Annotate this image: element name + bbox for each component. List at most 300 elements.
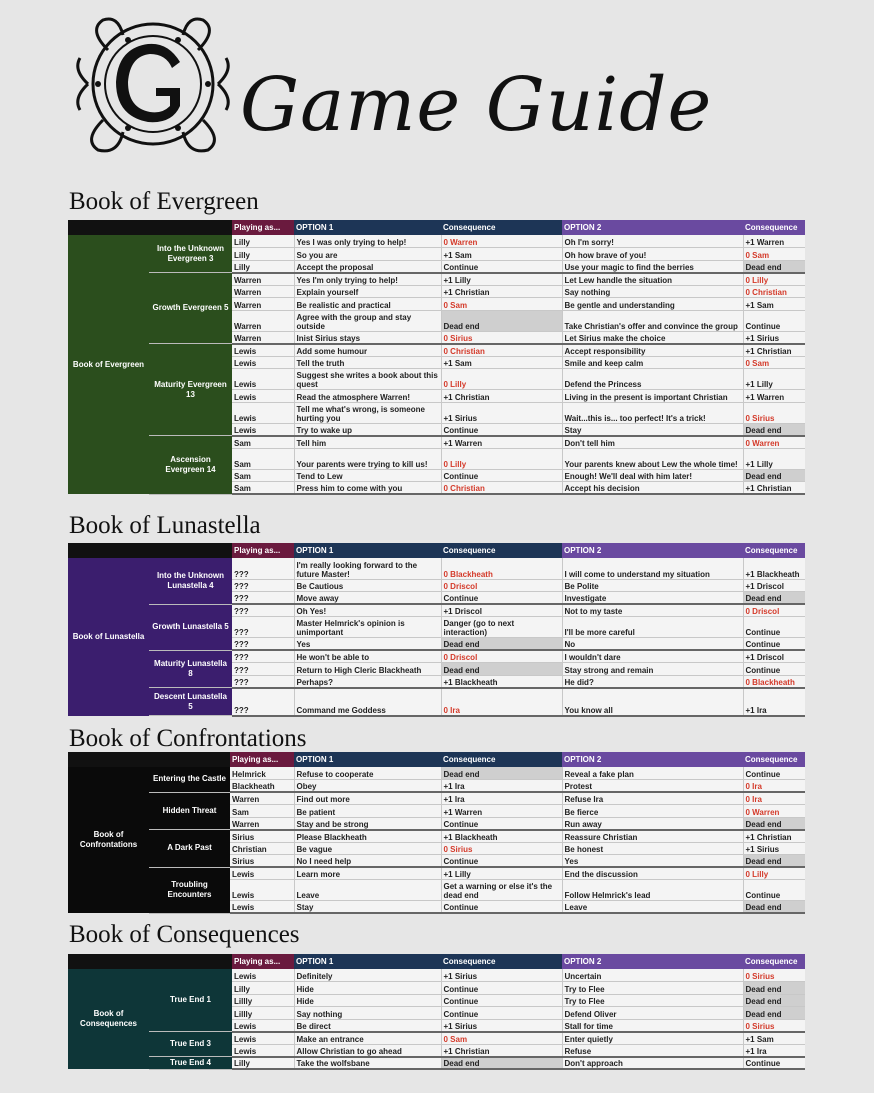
option-2-cell: Enough! We'll deal with him later! (562, 469, 743, 482)
option-1-cell: Obey (294, 780, 441, 793)
chapter-label: Ascension Evergreen 14 (149, 436, 232, 495)
consequence-1-cell: 0 Warren (441, 235, 562, 248)
option-2-cell: I'll be more careful (562, 617, 743, 638)
playing-as-cell: Lilly (232, 235, 294, 248)
consequence-1-cell: +1 Lilly (441, 867, 562, 880)
option-2-cell: Wait...this is... too perfect! It's a trick! (562, 402, 743, 423)
consequence-2-cell: Dead end (743, 817, 805, 830)
consequence-2-cell: +1 Ira (743, 688, 805, 716)
option-2-cell: I will come to understand my situation (562, 558, 743, 579)
playing-as-cell: Warren (232, 298, 294, 311)
header-option-1: OPTION 1 (294, 220, 441, 235)
playing-as-cell: Lewis (232, 369, 294, 390)
consequence-2-cell: Continue (743, 1057, 805, 1070)
option-2-cell: Protest (562, 780, 743, 793)
playing-as-cell: Lewis (232, 390, 294, 403)
consequence-2-cell: +1 Warren (743, 235, 805, 248)
heading-book-of-evergreen: Book of Evergreen (69, 188, 259, 215)
option-2-cell: He did? (562, 675, 743, 688)
chapter-label: Descent Lunastella 5 (149, 688, 232, 716)
option-2-cell: I wouldn't dare (562, 650, 743, 663)
consequence-2-cell: 0 Ira (743, 780, 805, 793)
book-label: Book of Evergreen (68, 235, 149, 494)
option-2-cell: Use your magic to find the berries (562, 260, 743, 273)
playing-as-cell: ??? (232, 638, 294, 651)
header-consequence-2: Consequence (743, 954, 805, 969)
option-2-cell: Be fierce (562, 805, 743, 818)
playing-as-cell: Lilly (232, 1057, 294, 1070)
playing-as-cell: Sirius (230, 830, 294, 843)
consequence-2-cell: Dead end (743, 1007, 805, 1020)
header-blank (68, 954, 232, 969)
option-2-cell: Your parents knew about Lew the whole time! (562, 448, 743, 469)
playing-as-cell: ??? (232, 650, 294, 663)
consequence-1-cell: 0 Lilly (441, 448, 562, 469)
table-row (68, 235, 805, 248)
option-1-cell: Move away (294, 592, 441, 605)
consequence-2-cell: Dead end (743, 260, 805, 273)
playing-as-cell: Helmrick (230, 767, 294, 780)
option-2-cell: Run away (562, 817, 743, 830)
option-1-cell: Please Blackheath (294, 830, 441, 843)
header-option-2: OPTION 2 (562, 220, 743, 235)
consequence-2-cell: 0 Blackheath (743, 675, 805, 688)
chapter-label: Maturity Lunastella 8 (149, 650, 232, 688)
table-row (68, 436, 805, 449)
header-consequence-1: Consequence (441, 543, 562, 558)
header-playing-as: Playing as... (230, 752, 294, 767)
header-playing-as: Playing as... (232, 220, 294, 235)
option-1-cell: Learn more (294, 867, 441, 880)
option-1-cell: Find out more (294, 792, 441, 805)
playing-as-cell: Lillly (232, 1007, 294, 1020)
consequence-1-cell: Continue (441, 901, 562, 914)
option-1-cell: Perhaps? (294, 675, 441, 688)
playing-as-cell: Lilly (232, 260, 294, 273)
option-2-cell: End the discussion (562, 867, 743, 880)
consequence-1-cell: +1 Christian (441, 1044, 562, 1057)
consequence-1-cell: +1 Driscol (441, 604, 562, 617)
consequence-1-cell: +1 Lilly (441, 273, 562, 286)
option-1-cell: I'm really looking forward to the future Master! (294, 558, 441, 579)
consequence-1-cell: +1 Warren (441, 805, 562, 818)
playing-as-cell: ??? (232, 558, 294, 579)
consequence-2-cell: Continue (743, 638, 805, 651)
playing-as-cell: Warren (232, 285, 294, 298)
option-2-cell: Be gentle and understanding (562, 298, 743, 311)
option-1-cell: Agree with the group and stay outside (294, 310, 441, 331)
consequence-2-cell: 0 Lilly (743, 273, 805, 286)
option-2-cell: Reassure Christian (562, 830, 743, 843)
table-header-row (68, 543, 805, 558)
option-1-cell: Be realistic and practical (294, 298, 441, 311)
option-1-cell: No I need help (294, 855, 441, 868)
option-1-cell: Accept the proposal (294, 260, 441, 273)
option-2-cell: Don't tell him (562, 436, 743, 449)
option-2-cell: No (562, 638, 743, 651)
consequence-1-cell: Get a warning or else it's the dead end (441, 880, 562, 901)
playing-as-cell: Sam (230, 805, 294, 818)
header-blank (68, 752, 230, 767)
option-2-cell: Don't approach (562, 1057, 743, 1070)
consequence-2-cell: +1 Christian (743, 830, 805, 843)
chapter-label: Growth Lunastella 5 (149, 604, 232, 650)
option-2-cell: Oh I'm sorry! (562, 235, 743, 248)
option-1-cell: Suggest she writes a book about this quest (294, 369, 441, 390)
playing-as-cell: Lewis (232, 356, 294, 369)
chapter-label: True End 3 (149, 1032, 232, 1057)
playing-as-cell: Lewis (230, 880, 294, 901)
consequence-2-cell: +1 Sirius (743, 331, 805, 344)
consequence-1-cell: +1 Sirius (441, 1019, 562, 1032)
option-2-cell: Try to Flee (562, 994, 743, 1007)
page-title: Game Guide (240, 62, 713, 148)
option-2-cell: Reveal a fake plan (562, 767, 743, 780)
consequence-1-cell: +1 Christian (441, 390, 562, 403)
chapter-label: A Dark Past (149, 830, 230, 868)
playing-as-cell: Lewis (232, 1032, 294, 1045)
playing-as-cell: ??? (232, 663, 294, 676)
header-consequence-2: Consequence (743, 543, 805, 558)
playing-as-cell: Warren (232, 310, 294, 331)
option-2-cell: You know all (562, 688, 743, 716)
consequence-2-cell: 0 Sirius (743, 1019, 805, 1032)
playing-as-cell: Lewis (232, 1044, 294, 1057)
option-2-cell: Let Sirius make the choice (562, 331, 743, 344)
book-label: Book of Confrontations (68, 767, 149, 913)
option-1-cell: Allow Christian to go ahead (294, 1044, 441, 1057)
chapter-label: Into the Unknown Lunastella 4 (149, 558, 232, 604)
option-2-cell: Living in the present is important Christian (562, 390, 743, 403)
option-1-cell: Oh Yes! (294, 604, 441, 617)
consequence-1-cell: +1 Sirius (441, 969, 562, 982)
consequence-2-cell: +1 Sam (743, 1032, 805, 1045)
playing-as-cell: ??? (232, 579, 294, 592)
chapter-label: Entering the Castle (149, 767, 230, 792)
chapter-label: Troubling Encounters (149, 867, 230, 913)
option-2-cell: Refuse Ira (562, 792, 743, 805)
option-2-cell: Be Polite (562, 579, 743, 592)
header-consequence-1: Consequence (441, 752, 562, 767)
option-1-cell: Definitely (294, 969, 441, 982)
header-blank (68, 220, 232, 235)
table-row (68, 792, 805, 805)
table-row (68, 344, 805, 357)
option-2-cell: Defend the Princess (562, 369, 743, 390)
book-label: Book of Lunastella (68, 558, 149, 716)
table-book-of-confrontations (68, 752, 805, 914)
option-1-cell: So you are (294, 248, 441, 261)
option-1-cell: Read the atmosphere Warren! (294, 390, 441, 403)
consequence-2-cell: 0 Warren (743, 805, 805, 818)
consequence-2-cell: 0 Sam (743, 356, 805, 369)
table-row (68, 650, 805, 663)
consequence-1-cell: Continue (441, 260, 562, 273)
option-1-cell: Be patient (294, 805, 441, 818)
consequence-2-cell: 0 Driscol (743, 604, 805, 617)
option-1-cell: Add some humour (294, 344, 441, 357)
heading-book-of-confrontations: Book of Confrontations (69, 725, 307, 752)
playing-as-cell: Lewis (232, 344, 294, 357)
table-book-of-lunastella (68, 543, 805, 717)
consequence-1-cell: Continue (441, 592, 562, 605)
playing-as-cell: Warren (230, 792, 294, 805)
consequence-1-cell: +1 Ira (441, 792, 562, 805)
consequence-1-cell: +1 Christian (441, 285, 562, 298)
table-row (68, 830, 805, 843)
playing-as-cell: Christian (230, 842, 294, 855)
book-label: Book of Consequences (68, 969, 149, 1069)
option-2-cell: Not to my taste (562, 604, 743, 617)
consequence-1-cell: 0 Driscol (441, 579, 562, 592)
consequence-2-cell: 0 Sirius (743, 402, 805, 423)
table-header-row (68, 220, 805, 235)
playing-as-cell: ??? (232, 675, 294, 688)
consequence-1-cell: +1 Blackheath (441, 675, 562, 688)
consequence-1-cell: Continue (441, 982, 562, 995)
consequence-1-cell: Continue (441, 1007, 562, 1020)
playing-as-cell: Lewis (232, 423, 294, 436)
consequence-1-cell: 0 Sam (441, 1032, 562, 1045)
option-2-cell: Oh how brave of you! (562, 248, 743, 261)
consequence-2-cell: 0 Ira (743, 792, 805, 805)
header-option-1: OPTION 1 (294, 543, 441, 558)
consequence-2-cell: +1 Sam (743, 298, 805, 311)
header-option-2: OPTION 2 (562, 954, 743, 969)
header-playing-as: Playing as... (232, 954, 294, 969)
heading-book-of-consequences: Book of Consequences (69, 921, 300, 948)
consequence-2-cell: +1 Sirius (743, 842, 805, 855)
option-2-cell: Refuse (562, 1044, 743, 1057)
consequence-1-cell: 0 Sirius (441, 331, 562, 344)
option-2-cell: Accept his decision (562, 482, 743, 495)
consequence-2-cell: Dead end (743, 901, 805, 914)
option-1-cell: Tell me what's wrong, is someone hurting you (294, 402, 441, 423)
table-row (68, 273, 805, 286)
consequence-2-cell: +1 Lilly (743, 448, 805, 469)
header-blank (68, 543, 232, 558)
option-1-cell: Yes (294, 638, 441, 651)
consequence-2-cell: 0 Lilly (743, 867, 805, 880)
table-row (68, 969, 805, 982)
option-2-cell: Defend Oliver (562, 1007, 743, 1020)
option-1-cell: Stay (294, 901, 441, 914)
option-1-cell: Stay and be strong (294, 817, 441, 830)
chapter-label: True End 4 (149, 1057, 232, 1070)
consequence-2-cell: +1 Lilly (743, 369, 805, 390)
consequence-2-cell: Dead end (743, 982, 805, 995)
option-2-cell: Stay (562, 423, 743, 436)
table-row (68, 604, 805, 617)
consequence-2-cell: 0 Christian (743, 285, 805, 298)
consequence-1-cell: Continue (441, 423, 562, 436)
option-1-cell: He won't be able to (294, 650, 441, 663)
consequence-2-cell: Continue (743, 880, 805, 901)
table-header-row (68, 954, 805, 969)
consequence-1-cell: +1 Warren (441, 436, 562, 449)
header-consequence-1: Consequence (441, 220, 562, 235)
consequence-1-cell: 0 Sirius (441, 842, 562, 855)
option-2-cell: Follow Helmrick's lead (562, 880, 743, 901)
playing-as-cell: Lewis (230, 901, 294, 914)
option-1-cell: Command me Goddess (294, 688, 441, 716)
playing-as-cell: Warren (230, 817, 294, 830)
playing-as-cell: Sam (232, 469, 294, 482)
table-row (68, 558, 805, 579)
option-1-cell: Be direct (294, 1019, 441, 1032)
option-2-cell: Accept responsibility (562, 344, 743, 357)
consequence-2-cell: +1 Driscol (743, 579, 805, 592)
consequence-1-cell: 0 Sam (441, 298, 562, 311)
option-1-cell: Explain yourself (294, 285, 441, 298)
consequence-1-cell: +1 Sirius (441, 402, 562, 423)
consequence-2-cell: Dead end (743, 469, 805, 482)
option-1-cell: Try to wake up (294, 423, 441, 436)
consequence-2-cell: Continue (743, 617, 805, 638)
option-1-cell: Leave (294, 880, 441, 901)
chapter-label: Growth Evergreen 5 (149, 273, 232, 344)
consequence-1-cell: Continue (441, 994, 562, 1007)
playing-as-cell: Lilly (232, 248, 294, 261)
consequence-1-cell: +1 Sam (441, 248, 562, 261)
consequence-1-cell: +1 Blackheath (441, 830, 562, 843)
chapter-label: True End 1 (149, 969, 232, 1032)
header-option-1: OPTION 1 (294, 752, 441, 767)
playing-as-cell: ??? (232, 592, 294, 605)
consequence-1-cell: 0 Blackheath (441, 558, 562, 579)
option-1-cell: Inist Sirius stays (294, 331, 441, 344)
playing-as-cell: Warren (232, 331, 294, 344)
table-book-of-consequences (68, 954, 805, 1070)
option-1-cell: Tell him (294, 436, 441, 449)
chapter-label: Into the Unknown Evergreen 3 (149, 235, 232, 273)
consequence-1-cell: Continue (441, 817, 562, 830)
playing-as-cell: Lewis (232, 969, 294, 982)
option-2-cell: Enter quietly (562, 1032, 743, 1045)
option-1-cell: Tell the truth (294, 356, 441, 369)
heading-book-of-lunastella: Book of Lunastella (69, 512, 261, 539)
playing-as-cell: Warren (232, 273, 294, 286)
option-1-cell: Hide (294, 994, 441, 1007)
header-option-1: OPTION 1 (294, 954, 441, 969)
consequence-1-cell: Continue (441, 855, 562, 868)
consequence-1-cell: Dead end (441, 767, 562, 780)
consequence-1-cell: Dead end (441, 310, 562, 331)
playing-as-cell: Lewis (230, 867, 294, 880)
option-1-cell: Hide (294, 982, 441, 995)
playing-as-cell: Lillly (232, 994, 294, 1007)
option-1-cell: Press him to come with you (294, 482, 441, 495)
consequence-1-cell: 0 Christian (441, 482, 562, 495)
consequence-1-cell: 0 Lilly (441, 369, 562, 390)
table-row (68, 867, 805, 880)
option-2-cell: Take Christian's offer and convince the group (562, 310, 743, 331)
consequence-2-cell: Dead end (743, 994, 805, 1007)
consequence-1-cell: +1 Sam (441, 356, 562, 369)
table-row (68, 688, 805, 716)
playing-as-cell: Lewis (232, 402, 294, 423)
option-2-cell: Smile and keep calm (562, 356, 743, 369)
option-1-cell: Yes I was only trying to help! (294, 235, 441, 248)
consequence-1-cell: +1 Ira (441, 780, 562, 793)
option-2-cell: Uncertain (562, 969, 743, 982)
playing-as-cell: Sam (232, 482, 294, 495)
option-1-cell: Your parents were trying to kill us! (294, 448, 441, 469)
consequence-1-cell: 0 Driscol (441, 650, 562, 663)
option-1-cell: Say nothing (294, 1007, 441, 1020)
consequence-1-cell: Danger (go to next interaction) (441, 617, 562, 638)
header-playing-as: Playing as... (232, 543, 294, 558)
option-1-cell: Refuse to cooperate (294, 767, 441, 780)
consequence-1-cell: 0 Christian (441, 344, 562, 357)
option-2-cell: Stall for time (562, 1019, 743, 1032)
consequence-2-cell: 0 Warren (743, 436, 805, 449)
consequence-2-cell: +1 Ira (743, 1044, 805, 1057)
consequence-2-cell: Dead end (743, 592, 805, 605)
table-book-of-evergreen (68, 220, 805, 495)
playing-as-cell: Lilly (232, 982, 294, 995)
option-2-cell: Yes (562, 855, 743, 868)
ornate-initial-g-icon (68, 10, 238, 158)
playing-as-cell: ??? (232, 617, 294, 638)
consequence-1-cell: Continue (441, 469, 562, 482)
option-2-cell: Be honest (562, 842, 743, 855)
consequence-2-cell: Dead end (743, 423, 805, 436)
header-option-2: OPTION 2 (562, 752, 743, 767)
header-option-2: OPTION 2 (562, 543, 743, 558)
consequence-1-cell: Dead end (441, 663, 562, 676)
option-1-cell: Take the wolfsbane (294, 1057, 441, 1070)
option-1-cell: Return to High Cleric Blackheath (294, 663, 441, 676)
consequence-2-cell: +1 Christian (743, 344, 805, 357)
playing-as-cell: Lewis (232, 1019, 294, 1032)
consequence-2-cell: 0 Sam (743, 248, 805, 261)
option-1-cell: Make an entrance (294, 1032, 441, 1045)
consequence-2-cell: Continue (743, 310, 805, 331)
table-row (68, 1057, 805, 1070)
option-1-cell: Master Helmrick's opinion is unimportant (294, 617, 441, 638)
option-2-cell: Let Lew handle the situation (562, 273, 743, 286)
header-consequence-2: Consequence (743, 220, 805, 235)
consequence-2-cell: Dead end (743, 855, 805, 868)
consequence-2-cell: +1 Christian (743, 482, 805, 495)
option-2-cell: Investigate (562, 592, 743, 605)
consequence-2-cell: +1 Blackheath (743, 558, 805, 579)
option-1-cell: Yes I'm only trying to help! (294, 273, 441, 286)
option-2-cell: Leave (562, 901, 743, 914)
option-1-cell: Tend to Lew (294, 469, 441, 482)
option-2-cell: Stay strong and remain (562, 663, 743, 676)
playing-as-cell: ??? (232, 604, 294, 617)
playing-as-cell: Blackheath (230, 780, 294, 793)
header-consequence-1: Consequence (441, 954, 562, 969)
playing-as-cell: Sirius (230, 855, 294, 868)
table-row (68, 1032, 805, 1045)
consequence-2-cell: Continue (743, 663, 805, 676)
consequence-2-cell: +1 Warren (743, 390, 805, 403)
consequence-2-cell: +1 Driscol (743, 650, 805, 663)
playing-as-cell: ??? (232, 688, 294, 716)
table-header-row (68, 752, 805, 767)
chapter-label: Maturity Evergreen 13 (149, 344, 232, 436)
chapter-label: Hidden Threat (149, 792, 230, 830)
consequence-1-cell: Dead end (441, 1057, 562, 1070)
option-2-cell: Try to Flee (562, 982, 743, 995)
consequence-2-cell: 0 Sirius (743, 969, 805, 982)
option-1-cell: Be Cautious (294, 579, 441, 592)
option-2-cell: Say nothing (562, 285, 743, 298)
table-row (68, 767, 805, 780)
